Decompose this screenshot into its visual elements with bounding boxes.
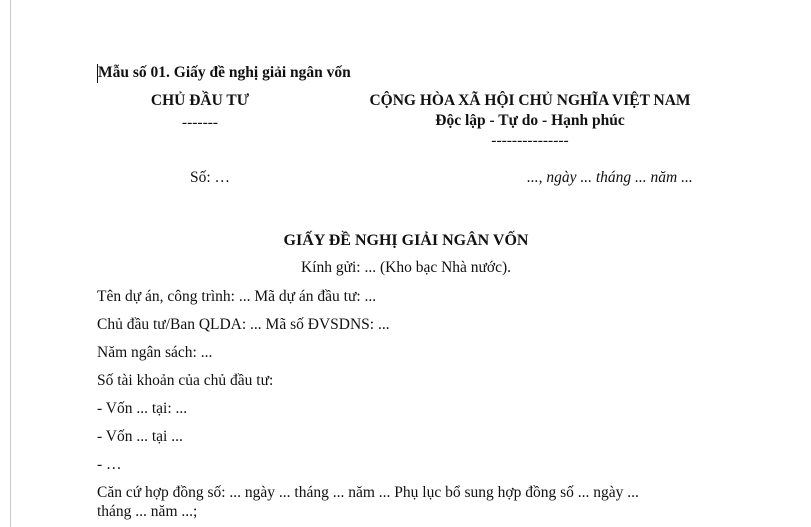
addressee: Kính gửi: ... (Kho bạc Nhà nước). bbox=[300, 259, 512, 276]
form-title: Mẫu số 01. Giấy đề nghị giải ngân vốn bbox=[98, 64, 351, 81]
document-title: GIẤY ĐỀ NGHỊ GIẢI NGÂN VỐN bbox=[283, 232, 529, 249]
body-line-capital-1: - Vốn ... tại: ... bbox=[97, 400, 188, 417]
body-line-budget-year: Năm ngân sách: ... bbox=[97, 344, 213, 361]
body-line-contract: Căn cứ hợp đồng số: ... ngày ... tháng ... năm ... Phụ lục bổ sung hợp đồng số ... ngày ... bbox=[97, 484, 639, 501]
motto-divider: --------------- bbox=[491, 132, 569, 149]
investor-divider: ------- bbox=[181, 114, 219, 131]
document-number: Số: … bbox=[189, 169, 231, 186]
body-line-contract-cont: tháng ... năm ...; bbox=[97, 503, 198, 520]
body-line-capital-2: - Vốn ... tại ... bbox=[97, 428, 183, 445]
body-line-account-heading: Số tài khoản của chủ đầu tư: bbox=[97, 372, 274, 389]
document-date: ..., ngày ... tháng ... năm ... bbox=[527, 169, 693, 186]
body-line-investor: Chủ đầu tư/Ban QLDA: ... Mã số ĐVSDNS: ... bbox=[97, 316, 390, 333]
body-line-ellipsis: - … bbox=[97, 456, 122, 473]
investor-title: CHỦ ĐẦU TƯ bbox=[150, 92, 250, 109]
page-margin-line bbox=[10, 0, 11, 527]
country-name: CỘNG HÒA XÃ HỘI CHỦ NGHĨA VIỆT NAM bbox=[369, 92, 691, 109]
national-motto: Độc lập - Tự do - Hạnh phúc bbox=[435, 112, 625, 129]
body-line-project: Tên dự án, công trình: ... Mã dự án đầu tư: ... bbox=[97, 288, 377, 305]
